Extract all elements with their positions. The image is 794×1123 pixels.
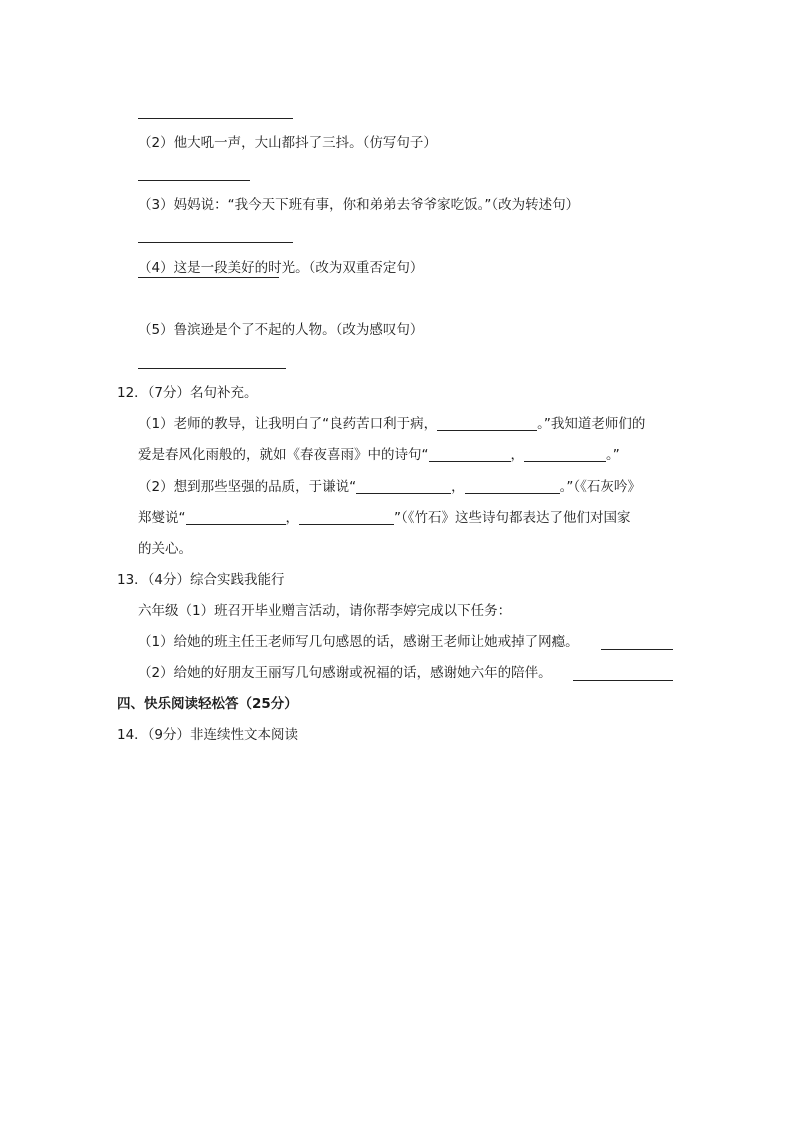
q11-item-5: （5）鲁滨逊是个了不起的人物。（改为感叹句） (138, 322, 424, 338)
q13-intro: 六年级（1）班召开毕业赠言活动，请你帮李婷完成以下任务： (138, 603, 512, 619)
q13-header: 13．（4分）综合实践我能行 (117, 572, 285, 588)
q12-part1-line1 (138, 415, 645, 433)
q12-text: （2）想到那些坚强的品质，于谦说“ (138, 479, 357, 495)
q13-task-1: （1）给她的班主任王老师写几句感恩的话，感谢王老师让她戒掉了网瘾。 (138, 634, 579, 650)
answer-blank[interactable] (524, 447, 606, 462)
q12-text: ， (285, 510, 299, 526)
q13-task-2: （2）给她的好朋友王丽写几句感谢或祝福的话，感谢她六年的陪伴。 (138, 665, 552, 681)
answer-blank[interactable] (437, 416, 537, 431)
q12-text: 爱是春风化雨般的，就如《春夜喜雨》中的诗句“ (138, 447, 429, 463)
q12-part2-line1 (138, 478, 641, 496)
q12-text: ， (451, 479, 465, 495)
q11-item-3: （3）妈妈说：“我今天下班有事，你和弟弟去爷爷家吃饭。”（改为转述句） (138, 197, 580, 213)
answer-blank[interactable] (429, 447, 511, 462)
answer-blank[interactable] (299, 510, 394, 525)
answer-line[interactable] (573, 680, 673, 681)
answer-blank[interactable] (465, 479, 560, 494)
answer-line[interactable] (138, 118, 293, 119)
q12-header: 12．（7分）名句补充。 (117, 385, 258, 401)
q14-header: 14．（9分）非连续性文本阅读 (117, 727, 299, 743)
answer-blank[interactable] (186, 510, 286, 525)
answer-line[interactable] (138, 368, 286, 369)
q11-item-4: （4）这是一段美好的时光。（改为双重否定句） (138, 260, 424, 276)
q12-part1-line2 (138, 446, 620, 464)
q12-text: 。” (606, 447, 620, 463)
answer-line[interactable] (601, 649, 673, 650)
answer-line[interactable] (138, 242, 293, 243)
q11-item-2: （2）他大吼一声，大山都抖了三抖。（仿写句子） (138, 135, 437, 151)
q12-text: ， (510, 447, 524, 463)
q12-text: （1）老师的教导，让我明白了“良药苦口利于病， (138, 416, 438, 432)
section-heading: 四、快乐阅读轻松答（25分） (117, 696, 298, 712)
answer-line[interactable] (138, 277, 279, 278)
q12-part2-line2 (138, 509, 631, 527)
answer-line[interactable] (138, 180, 250, 181)
q12-text: ”（《竹石》这些诗句都表达了他们对国家 (394, 510, 631, 526)
q12-text: 郑燮说“ (138, 510, 186, 526)
q12-part2-line3: 的关心。 (138, 541, 192, 557)
q12-text: 。”（《石灰吟》 (559, 479, 641, 495)
answer-blank[interactable] (356, 479, 451, 494)
q12-text: 。”我知道老师们的 (537, 416, 646, 432)
